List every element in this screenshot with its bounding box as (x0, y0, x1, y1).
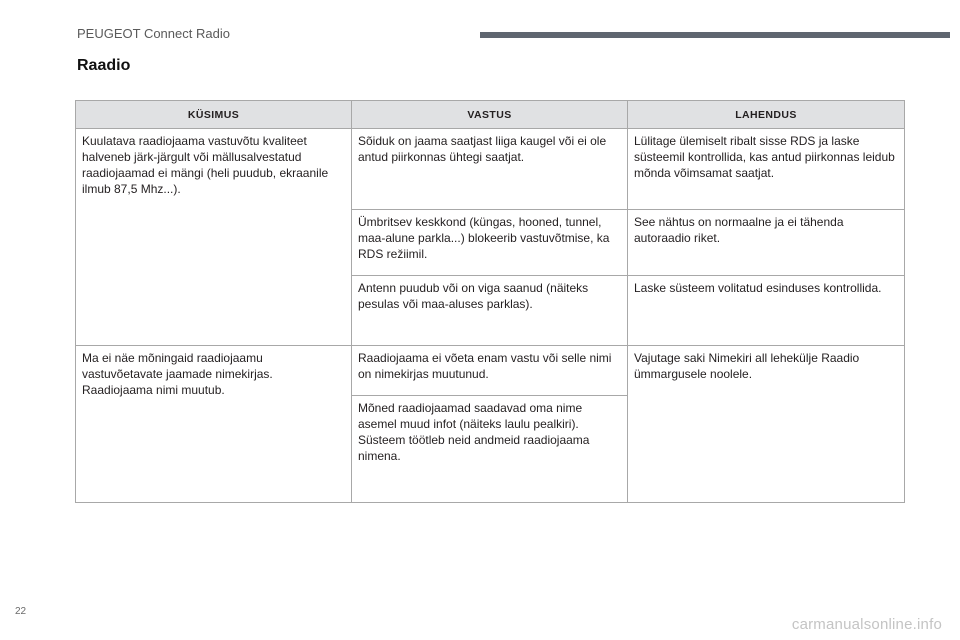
table-header-row (76, 101, 905, 129)
section-title: Raadio (77, 57, 131, 74)
answer-cell: Sõiduk on jaama saatjast liiga kaugel või ei ole antud piirkonnas ühtegi saatjat. (352, 129, 628, 210)
answer-cell: Antenn puudub või on viga saanud (näiteks pesulas või maa-aluses parklas). (352, 276, 628, 346)
watermark: carmanualsonline.info (791, 616, 942, 633)
solution-cell: Lülitage ülemiselt ribalt sisse RDS ja laske süsteemil kontrollida, kas antud piirkonnas leidub mõnda võimsamat saatjat. (628, 129, 905, 210)
manual-title: PEUGEOT Connect Radio (77, 26, 230, 41)
table-row (76, 129, 905, 210)
answer-cell: Mõned raadiojaamad saadavad oma nime asemel muud infot (näiteks laulu pealkiri). Süsteem töötleb neid andmeid raadiojaama nimena. (352, 396, 628, 503)
question-cell: Ma ei näe mõningaid raadiojaamu vastuvõetavate jaamade nimekirjas. Raadiojaama nimi muutub. (76, 346, 352, 503)
column-header-question: KÜSIMUS (76, 101, 352, 129)
troubleshooting-table (75, 100, 905, 503)
header-bar (480, 32, 950, 38)
answer-cell: Ümbritsev keskkond (küngas, hooned, tunnel, maa-alune parkla...) blokeerib vastuvõtmise, ka RDS režiimil. (352, 210, 628, 276)
page-number: 22 (15, 606, 27, 617)
column-header-solution: LAHENDUS (628, 101, 905, 129)
table-row (76, 346, 905, 396)
solution-cell: Vajutage saki Nimekiri all lehekülje Raadio ümmargusele noolele. (628, 346, 905, 503)
answer-cell: Raadiojaama ei võeta enam vastu või selle nimi on nimekirjas muutunud. (352, 346, 628, 396)
question-cell: Kuulatava raadiojaama vastuvõtu kvaliteet halveneb järk-järgult või mällusalvestatud raadiojaamad ei mängi (heli puudub, ekraanile ilmub 87,5 Mhz...). (76, 129, 352, 346)
solution-cell: See nähtus on normaalne ja ei tähenda autoraadio riket. (628, 210, 905, 276)
column-header-answer: VASTUS (352, 101, 628, 129)
solution-cell: Laske süsteem volitatud esinduses kontrollida. (628, 276, 905, 346)
